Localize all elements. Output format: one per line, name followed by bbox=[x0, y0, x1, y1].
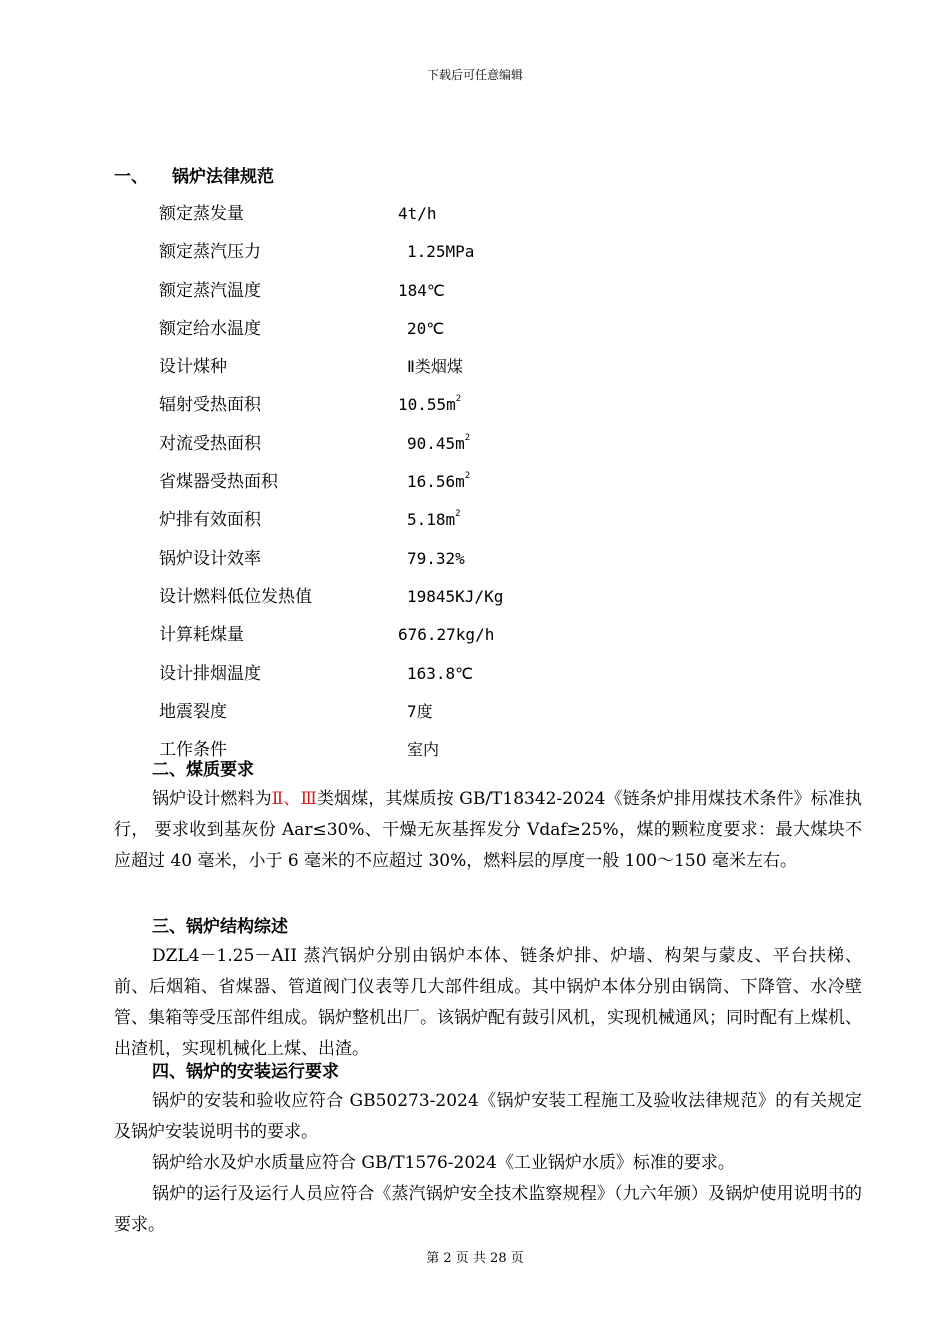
section-4-heading: 四、锅炉的安装运行要求 bbox=[152, 1062, 339, 1082]
spec-row bbox=[159, 619, 679, 657]
section-2-heading: 二、煤质要求 bbox=[152, 760, 254, 780]
spec-label: 设计燃料低位发热值 bbox=[159, 586, 312, 607]
section-4-paragraph-1: 锅炉的安装和验收应符合 GB50273-2024《锅炉安装工程施工及验收法律规范》的有关规定及锅炉安装说明书的要求。 bbox=[114, 1091, 862, 1142]
spec-row bbox=[159, 275, 679, 313]
spec-value bbox=[407, 466, 470, 498]
spec-row bbox=[159, 543, 679, 581]
section-2-paragraph bbox=[114, 784, 862, 877]
spec-label: 对流受热面积 bbox=[159, 433, 261, 454]
spec-label: 额定蒸汽温度 bbox=[159, 280, 261, 301]
spec-value bbox=[398, 198, 437, 230]
spec-value-text: Ⅱ类烟煤 bbox=[407, 357, 463, 377]
page-header: 下载后可任意编辑 bbox=[426, 68, 523, 82]
section-1-heading bbox=[114, 162, 274, 187]
spec-label: 炉排有效面积 bbox=[159, 510, 261, 531]
spec-label: 锅炉设计效率 bbox=[159, 548, 261, 569]
spec-value-text: 4t/h bbox=[398, 204, 437, 223]
spec-row bbox=[159, 428, 679, 466]
unit-superscript: 2 bbox=[464, 471, 471, 482]
section-1-number: 一、 bbox=[114, 167, 148, 187]
spec-value-text: 16.56m bbox=[407, 472, 465, 492]
spec-label: 额定给水温度 bbox=[159, 318, 261, 339]
spec-row bbox=[159, 198, 679, 236]
spec-value-text: 7度 bbox=[407, 701, 433, 721]
spec-row bbox=[159, 504, 679, 542]
spec-value bbox=[407, 351, 463, 383]
unit-superscript: 2 bbox=[455, 394, 462, 405]
spec-value bbox=[398, 619, 494, 651]
spec-row bbox=[159, 466, 679, 504]
section-4-paragraph-3: 锅炉的运行及运行人员应符合《蒸汽锅炉安全技术监察规程》（九六年颁）及锅炉使用说明书的要求。 bbox=[114, 1184, 862, 1235]
spec-value bbox=[407, 313, 444, 345]
spec-row bbox=[159, 351, 679, 389]
spec-label: 设计排烟温度 bbox=[159, 663, 261, 684]
text-run: 类烟煤，其煤质按 GB/T18342-2024《链条炉排用煤技术条件》标准执行， 要求收到基灰份 Aar≤30%、干燥无灰基挥发分 Vdaf≥25%，煤的颗粒度要求：最大煤块不应超过 40 毫米，小于 6 毫米的不应超过 30%，燃料层的厚度一般 100～150 毫米左右。 bbox=[114, 789, 862, 871]
spec-label: 额定蒸汽压力 bbox=[159, 242, 261, 263]
spec-row bbox=[159, 658, 679, 696]
spec-value bbox=[407, 504, 461, 536]
spec-label: 地震裂度 bbox=[159, 701, 227, 722]
spec-value-text: 19845KJ/Kg bbox=[407, 586, 504, 606]
spec-value bbox=[407, 658, 473, 690]
spec-label: 计算耗煤量 bbox=[159, 625, 244, 646]
spec-label: 额定蒸发量 bbox=[159, 204, 244, 224]
section-3 bbox=[114, 913, 862, 1065]
spec-value-text: 20℃ bbox=[407, 318, 445, 338]
section-1-title: 锅炉法律规范 bbox=[172, 167, 274, 187]
section-3-paragraph: DZL4－1.25－AII 蒸汽锅炉分别由锅炉本体、链条炉排、炉墙、构架与蒙皮、平台扶梯、前、后烟箱、省煤器、管道阀门仪表等几大部件组成。其中锅炉本体分别由锅筒、下降管、水冷壁管、集箱等受压部件组成。锅炉整机出厂。该锅炉配有鼓引风机，实现机械通风；同时配有上煤机、出渣机，实现机械化上煤、出渣。 bbox=[114, 946, 862, 1059]
spec-row bbox=[159, 696, 679, 734]
section-2 bbox=[114, 756, 862, 877]
spec-label: 工作条件 bbox=[159, 740, 227, 761]
spec-value bbox=[407, 236, 474, 268]
spec-value bbox=[398, 275, 445, 307]
spec-value-text: 163.8℃ bbox=[407, 663, 474, 683]
spec-value-text: 5.18m bbox=[407, 510, 456, 530]
spec-row bbox=[159, 236, 679, 274]
unit-superscript: 2 bbox=[455, 509, 461, 520]
spec-value-text: 1.25MPa bbox=[407, 242, 475, 262]
spec-value-text: 676.27kg/h bbox=[398, 625, 495, 645]
spec-value-text: 室内 bbox=[407, 740, 440, 760]
section-4 bbox=[114, 1058, 862, 1241]
spec-value bbox=[407, 543, 465, 575]
spec-row bbox=[159, 389, 679, 427]
section-4-paragraph-2: 锅炉给水及炉水质量应符合 GB/T1576-2024《工业锅炉水质》标准的要求。 bbox=[152, 1153, 735, 1173]
spec-value bbox=[398, 389, 461, 421]
spec-value bbox=[407, 696, 433, 728]
spec-value-text: 90.45m bbox=[407, 433, 465, 453]
spec-label: 辐射受热面积 bbox=[159, 395, 261, 416]
spec-row bbox=[159, 313, 679, 351]
spec-value-text: 79.32% bbox=[407, 548, 465, 568]
spec-value-text: 10.55m bbox=[398, 395, 456, 415]
section-3-heading: 三、锅炉结构综述 bbox=[152, 917, 288, 937]
highlighted-coal-class: Ⅱ、Ⅲ bbox=[271, 789, 317, 809]
unit-superscript: 2 bbox=[464, 432, 471, 443]
spec-value-text: 184℃ bbox=[398, 280, 445, 300]
spec-table bbox=[159, 198, 679, 772]
text-run: 锅炉设计燃料为 bbox=[152, 789, 272, 809]
spec-value bbox=[407, 428, 470, 460]
spec-row bbox=[159, 581, 679, 619]
spec-label: 省煤器受热面积 bbox=[159, 472, 278, 493]
spec-label: 设计煤种 bbox=[159, 357, 227, 378]
spec-value bbox=[407, 581, 503, 613]
page-footer: 第 2 页 共 28 页 bbox=[426, 1251, 524, 1266]
